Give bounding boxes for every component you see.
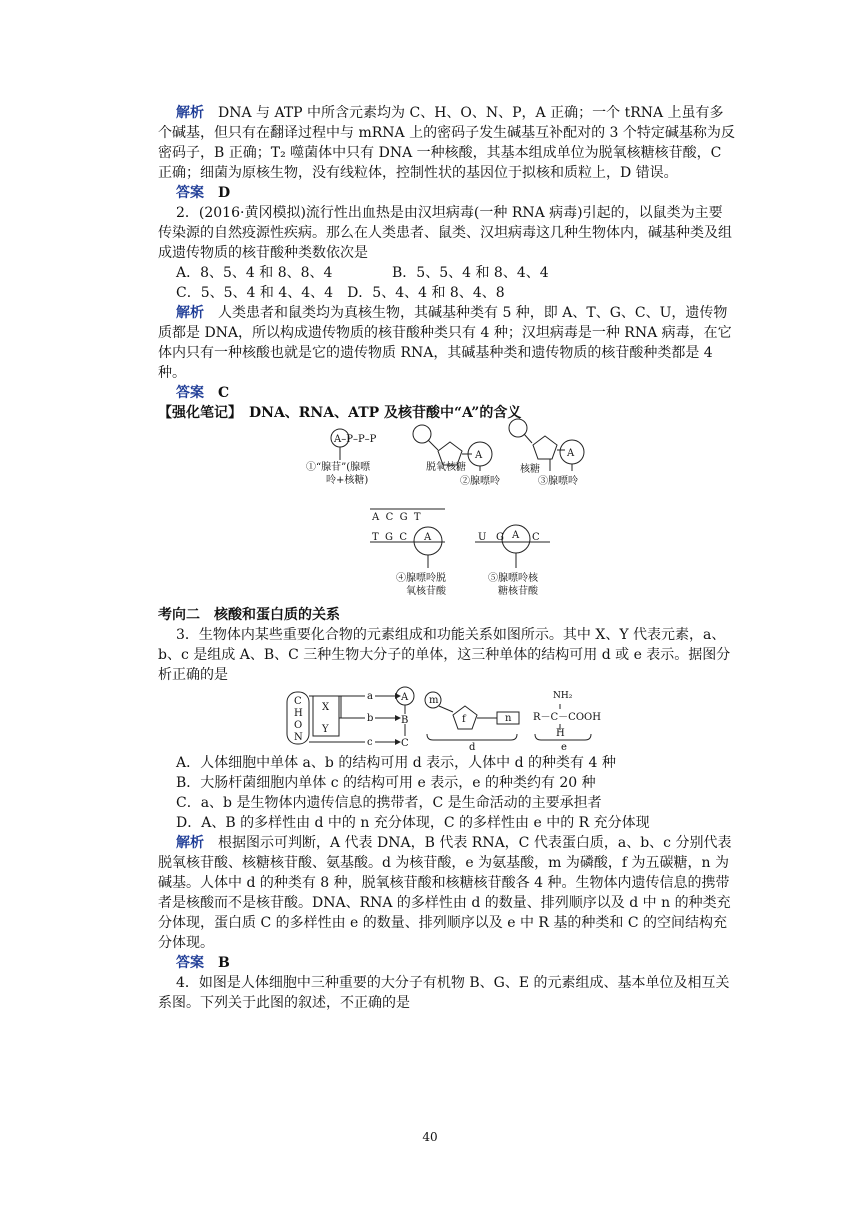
atp-label: A–P–P–P	[334, 434, 377, 445]
label-d: d	[469, 742, 476, 752]
label-e: e	[561, 742, 567, 752]
q1-analysis	[158, 103, 736, 183]
q2-options-row1	[158, 263, 736, 283]
monomer-a: a	[367, 691, 373, 702]
analysis-tag: 解析	[176, 835, 204, 851]
amino-group: NH₂	[553, 691, 573, 701]
q2-option-b: B．5、5、4 和 8、4、4	[392, 265, 549, 281]
base-a-2: A	[567, 448, 575, 459]
q3-analysis-text: 根据图示可判断，A 代表 DNA，B 代表 RNA，C 代表蛋白质，a、b、c 分别代表脱氧核苷酸、核糖核苷酸、氨基酸。d 为核苷酸，e 为氨基酸，m 为磷酸，f 为五碳糖，n 为碱基。人体中 d 的种类有 8 种，脱氧核苷酸和核糖核苷酸各 4 种。生物体内遗传信息的携带者是核酸而不是核苷酸。DNA、RNA 的多样性由 d 的数量、排列顺序以及 d 中 n 的种类充分体现，蛋白质 C 的多样性由 e 的数量、排列顺序以及 e 中 R 基的种类和 C 的空间结构充分体现。	[158, 835, 732, 951]
dna-top-bases: A C G T	[372, 512, 421, 523]
q3-answer-value: B	[218, 955, 230, 971]
q3-analysis	[158, 833, 736, 953]
note-title: DNA、RNA、ATP 及核苷酸中“A”的含义	[249, 405, 522, 421]
note-tag: 【强化笔记】	[158, 405, 235, 421]
q3-stem: 3．生物体内某些重要化合物的元素组成和功能关系如图所示。其中 X、Y 代表元素，a、b、c 是组成 A、B、C 三种生物大分子的单体，这三种单体的结构可用 d 或 e 表示。据图分析正确的是	[158, 627, 731, 683]
rna-base-u: U	[478, 532, 487, 543]
q2-option-c: C．5、5、4 和 4、4、4	[176, 285, 334, 301]
q2-stem: 2．(2016·黄冈模拟)流行性出血热是由汉坦病毒(一种 RNA 病毒)引起的，以鼠类为主要传染源的自然疫源性疾病。那么在人类患者、鼠类、汉坦病毒这几种生物体内，碱基种类及组成遗传物质的核苷酸种类数依次是	[158, 205, 732, 261]
label-dna-nucleotide-1: ④腺嘌呤脱	[396, 573, 446, 584]
label-rna-nucleotide-2: 糖核苷酸	[498, 586, 538, 597]
element-c: C	[294, 696, 302, 707]
q3-answer	[158, 953, 736, 973]
analysis-tag: 解析	[176, 105, 204, 121]
alpha-hydrogen: H	[556, 728, 565, 739]
text-block-bottom	[158, 753, 736, 1013]
q2-option-a: A．8、5、4 和 8、8、4	[176, 265, 333, 281]
section-title: 考向二 核酸和蛋白质的关系	[158, 607, 340, 623]
monomer-c: c	[367, 737, 373, 748]
dna-bottom-bases: T G C	[372, 532, 408, 543]
answer-tag: 答案	[176, 185, 204, 201]
rna-base-a: A	[512, 530, 520, 541]
answer-tag: 答案	[176, 955, 204, 971]
rna-base-c: C	[532, 532, 540, 543]
analysis-tag: 解析	[176, 305, 204, 321]
element-x: X	[322, 702, 330, 713]
element-h: H	[294, 708, 303, 719]
element-o: O	[294, 720, 303, 731]
q1-analysis-text: DNA 与 ATP 中所含元素均为 C、H、O、N、P，A 正确；一个 tRNA 上虽有多个碱基，但只有在翻译过程中与 mRNA 上的密码子发生碱基互补配对的 3 个特定碱基称为反密码子，B 正确；T₂ 噬菌体中只有 DNA 一种核酸，其基本组成单位为脱氧核糖核苷酸，C 正确；细菌为原核生物，没有线粒体，控制性状的基因位于拟核和质粒上，D 错误。	[158, 105, 735, 181]
monomer-b: b	[367, 713, 374, 724]
label-m: m	[429, 695, 439, 706]
label-adenine-3: ③腺嘌呤	[538, 476, 578, 487]
q1-answer-value: D	[218, 185, 231, 201]
element-n: N	[294, 732, 303, 743]
figure-a-meanings	[300, 418, 590, 598]
answer-tag: 答案	[176, 385, 204, 401]
rna-base-g: G	[496, 532, 504, 543]
text-block-middle	[158, 605, 736, 685]
label-deoxyribose: 脱氧核糖	[426, 462, 466, 473]
label-adenine-2: ②腺嘌呤	[460, 476, 500, 487]
label-dna-nucleotide-2: 氧核苷酸	[406, 586, 446, 597]
label-n: n	[505, 713, 512, 724]
q3-option-a: A．人体细胞中单体 a、b 的结构可用 d 表示，人体中 d 的种类有 4 种	[176, 755, 616, 771]
q2-answer	[158, 383, 736, 403]
macromolecule-c: C	[401, 738, 409, 749]
q2-answer-value: C	[218, 385, 230, 401]
q3-option-c: C．a、b 是生物体内遗传信息的携带者，C 是生命活动的主要承担者	[176, 795, 602, 811]
element-y: Y	[322, 724, 329, 735]
q2-options-row2	[158, 283, 736, 303]
base-a-1: A	[475, 450, 483, 461]
label-rna-nucleotide-1: ⑤腺嘌呤核	[488, 573, 538, 584]
q3-option-d: D．A、B 的多样性由 d 中的 n 充分体现，C 的多样性由 e 中的 R 充分体现	[176, 815, 650, 831]
figure-element-relationship	[285, 686, 605, 752]
label-f: f	[462, 714, 466, 725]
dna-base-a: A	[424, 532, 432, 543]
label-ribose: 核糖	[520, 464, 540, 475]
amino-acid-formula: R－C－COOH	[533, 712, 601, 723]
q4-stem: 4．如图是人体细胞中三种重要的大分子有机物 B、G、E 的元素组成、基本单位及相互关系图。下列关于此图的叙述，不正确的是	[158, 975, 730, 1011]
q2-analysis	[158, 303, 736, 383]
label-adenosine-2: 呤+核糖)	[326, 475, 369, 486]
q1-answer	[158, 183, 736, 203]
label-adenosine-1: ①“腺苷”(腺嘌	[306, 462, 371, 473]
q2-analysis-text: 人类患者和鼠类均为真核生物，其碱基种类有 5 种，即 A、T、G、C、U，遗传物质都是 DNA，所以构成遗传物质的核苷酸种类只有 4 种；汉坦病毒是一种 RNA 病毒，在它体内只有一种核酸也就是它的遗传物质 RNA，其碱基种类和遗传物质的核苷酸种类都是 4 种。	[158, 305, 732, 381]
page-number: 40	[422, 1130, 438, 1144]
q2-option-d: D．5、4、4 和 8、4、8	[347, 285, 505, 301]
macromolecule-a: A	[401, 692, 409, 703]
text-block-top	[158, 103, 736, 423]
macromolecule-b: B	[401, 715, 409, 726]
q3-option-b: B．大肠杆菌细胞内单体 c 的结构可用 e 表示，e 的种类约有 20 种	[176, 775, 596, 791]
